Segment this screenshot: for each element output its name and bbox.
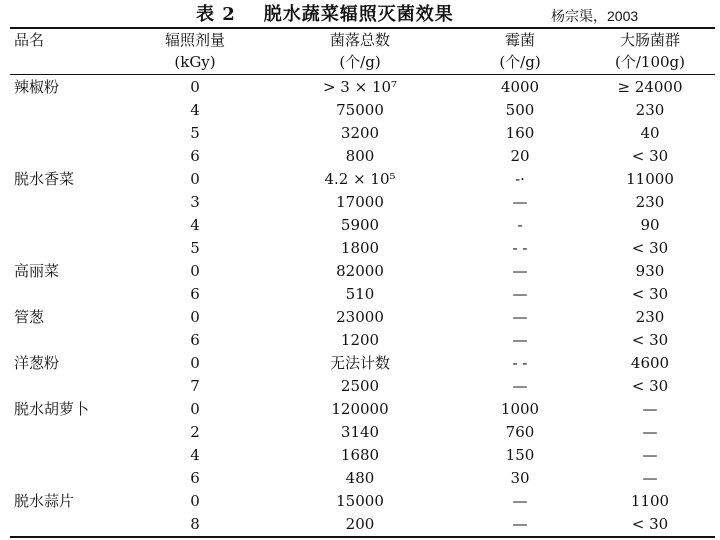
cell-dose: 6 [190,469,200,487]
table-row [0,283,720,306]
cell-dose: 6 [190,331,200,349]
table-row [0,352,720,375]
cell-mold: 760 [505,423,535,441]
cell-mold: -· [515,170,525,188]
cell-total-colonies: 1800 [340,239,380,257]
cell-dose: 2 [190,423,200,441]
cell-coliform: — [642,400,658,418]
header-dose-line1: 辐照剂量 [164,31,225,49]
table-row [0,329,720,352]
cell-total-colonies: 120000 [331,400,389,418]
table-row [0,398,720,421]
cell-dose: 4 [190,446,200,464]
header-dose [140,29,250,73]
cell-product-name: 洋葱粉 [14,354,60,372]
cell-total-colonies: 2500 [340,377,380,395]
cell-dose: 4 [190,216,200,234]
cell-coliform: 4600 [630,354,670,372]
header-total-line1: 菌落总数 [329,31,390,49]
table-row [0,168,720,191]
cell-mold: - - [512,354,528,372]
header-name [14,29,104,73]
cell-product-name: 管葱 [14,308,45,326]
table-row [0,444,720,467]
cell-total-colonies: 3200 [340,124,380,142]
header-total-colonies [285,29,435,73]
cell-dose: 0 [190,262,200,280]
cell-coliform: < 30 [631,147,669,165]
cell-dose: 5 [190,239,200,257]
header-coliform [590,29,710,73]
cell-mold: 500 [505,101,535,119]
table-row [0,191,720,214]
cell-coliform: 1100 [630,492,670,510]
cell-product-name: 脱水蒜片 [14,492,75,510]
cell-product-name: 辣椒粉 [14,78,60,96]
header-mold [470,29,570,73]
cell-product-name: 高丽菜 [14,262,60,280]
cell-coliform: 930 [635,262,665,280]
cell-dose: 0 [190,354,200,372]
cell-coliform: < 30 [631,515,669,533]
cell-total-colonies: 15000 [336,492,384,510]
cell-total-colonies: 75000 [336,101,384,119]
table-row [0,122,720,145]
cell-dose: 0 [190,170,200,188]
cell-dose: 0 [190,78,200,96]
header-mold-line2: (个/g) [499,53,541,71]
cell-mold: 150 [505,446,535,464]
cell-total-colonies: 82000 [336,262,384,280]
cell-product-name: 脱水香菜 [14,170,75,188]
header-name-line2 [14,51,104,73]
cell-mold: — [512,377,528,395]
cell-mold: - - [512,239,528,257]
table-title [196,0,454,26]
cell-coliform: ≥ 24000 [617,78,683,96]
cell-dose: 4 [190,101,200,119]
header-dose-line2: (kGy) [174,53,216,71]
cell-coliform: 11000 [626,170,674,188]
cell-dose: 8 [190,515,200,533]
header-coliform-line1: 大肠菌群 [619,31,680,49]
cell-mold: - [517,216,523,234]
cell-total-colonies: 510 [345,285,375,303]
cell-dose: 0 [190,400,200,418]
cell-mold: — [512,308,528,326]
table-row [0,490,720,513]
table-row [0,375,720,398]
cell-mold: 4000 [500,78,540,96]
table-row [0,237,720,260]
cell-mold: 20 [510,147,530,165]
table-row [0,260,720,283]
cell-mold: — [512,285,528,303]
table-row [0,513,720,536]
cell-coliform: < 30 [631,285,669,303]
cell-mold: — [512,331,528,349]
cell-dose: 5 [190,124,200,142]
table-row [0,214,720,237]
cell-total-colonies: 800 [345,147,375,165]
header-name-line1: 品名 [14,31,45,49]
cell-total-colonies: 3140 [340,423,380,441]
table-row [0,76,720,99]
bottom-rule [10,536,715,538]
cell-total-colonies: > 3 × 10⁷ [322,78,398,96]
table-row [0,467,720,490]
cell-total-colonies: 4.2 × 10⁵ [324,170,396,188]
table-body [0,76,720,536]
cell-coliform: 40 [640,124,660,142]
cell-total-colonies: 1680 [340,446,380,464]
cell-mold: — [512,262,528,280]
cell-total-colonies: 200 [345,515,375,533]
cell-coliform: — [642,446,658,464]
cell-coliform: < 30 [631,377,669,395]
cell-dose: 6 [190,147,200,165]
source-citation: 杨宗渠，2003 [551,8,639,24]
cell-total-colonies: 17000 [336,193,384,211]
table-row [0,99,720,122]
table-row [0,145,720,168]
cell-dose: 6 [190,285,200,303]
cell-coliform: — [642,469,658,487]
cell-total-colonies: 无法计数 [329,354,390,372]
cell-mold: — [512,515,528,533]
cell-mold: 160 [505,124,535,142]
cell-coliform: < 30 [631,239,669,257]
cell-product-name: 脱水胡萝卜 [14,400,90,418]
cell-total-colonies: 5900 [340,216,380,234]
cell-total-colonies: 23000 [336,308,384,326]
table-caption: 脱水蔬菜辐照灭菌效果 [263,4,454,25]
cell-dose: 0 [190,308,200,326]
cell-mold: 30 [510,469,530,487]
cell-total-colonies: 480 [345,469,375,487]
cell-dose: 0 [190,492,200,510]
cell-mold: — [512,193,528,211]
table-number: 表 2 [196,4,236,25]
table-row [0,421,720,444]
cell-coliform: 230 [635,101,665,119]
cell-mold: — [512,492,528,510]
cell-dose: 3 [190,193,200,211]
cell-coliform: 230 [635,193,665,211]
cell-total-colonies: 1200 [340,331,380,349]
cell-mold: 1000 [500,400,540,418]
header-coliform-line2: (个/100g) [615,53,685,71]
header-rule [10,74,715,75]
table-row [0,306,720,329]
cell-coliform: 90 [640,216,660,234]
header-total-line2: (个/g) [339,53,381,71]
cell-coliform: 230 [635,308,665,326]
cell-dose: 7 [190,377,200,395]
header-mold-line1: 霉菌 [504,31,535,49]
cell-coliform: < 30 [631,331,669,349]
cell-coliform: — [642,423,658,441]
